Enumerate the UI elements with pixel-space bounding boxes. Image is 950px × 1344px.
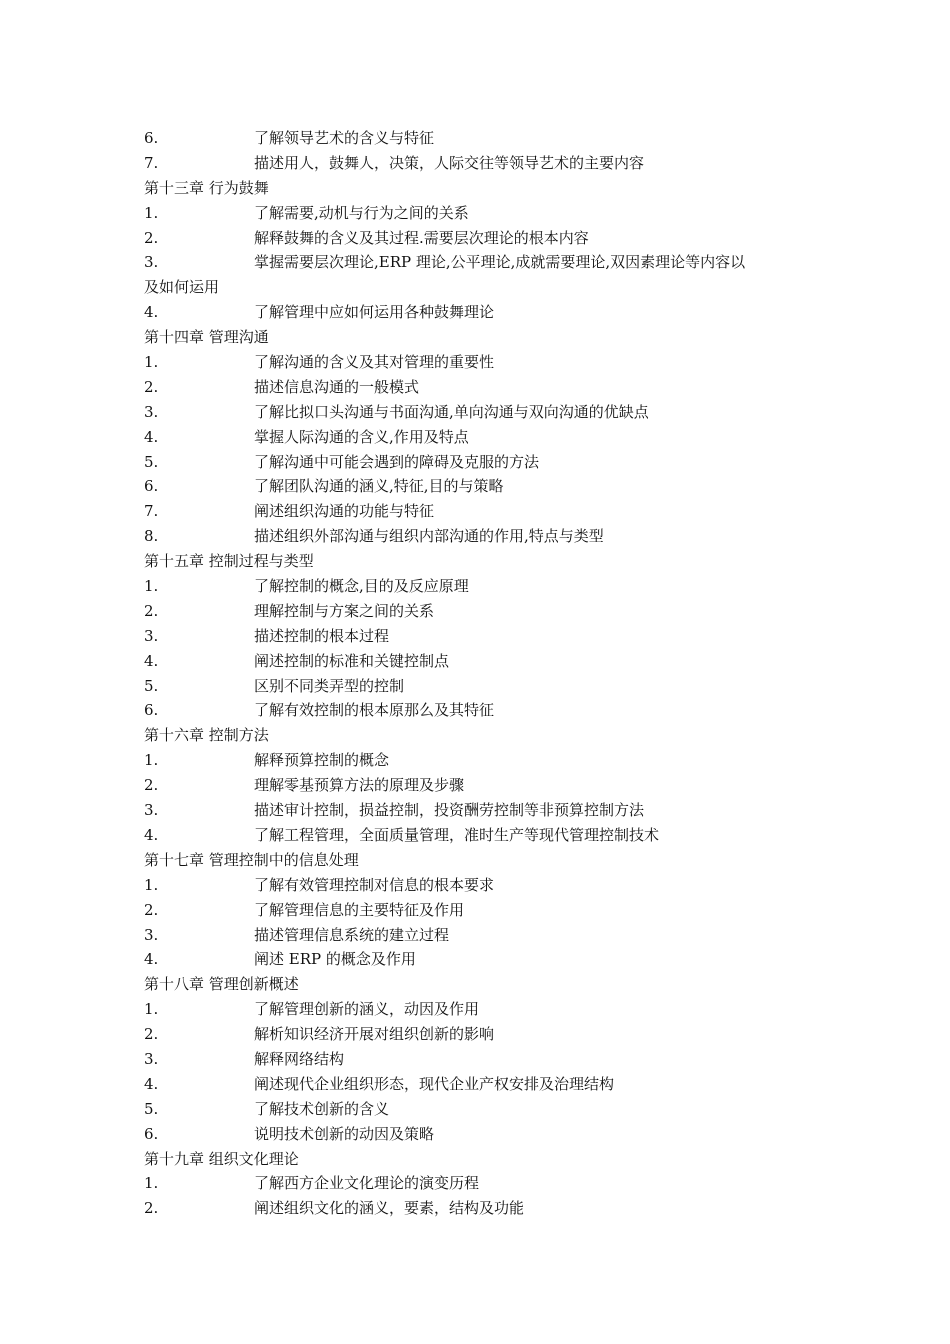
list-item-text: 了解领导艺术的含义与特征 [254,129,435,147]
chapter-heading [144,176,824,201]
list-item [144,773,824,798]
list-item-text: 描述管理信息系统的建立过程 [254,925,450,944]
list-item-number: 6. [144,1124,159,1143]
list-item [144,624,824,649]
list-item-text: 了解有效管理控制对信息的根本要求 [254,875,495,894]
list-item [144,1022,824,1047]
chapter-heading-text: 第十六章 控制方法 [144,726,269,745]
list-item [144,1097,824,1122]
list-item-number: 7. [144,153,159,172]
list-item [144,425,824,450]
list-item-number: 8. [144,527,159,546]
list-item-text: 了解西方企业文化理论的演变历程 [254,1174,480,1193]
list-item [144,674,824,699]
list-item-text: 了解管理中应如何运用各种鼓舞理论 [254,303,495,322]
chapter-heading-text: 第十三章 行为鼓舞 [144,178,269,197]
list-item-text: 了解有效控制的根本原那么及其特征 [254,701,495,720]
list-item-text: 解释鼓舞的含义及其过程.需要层次理论的根本内容 [254,228,589,247]
list-item-text: 掌握需要层次理论,ERP 理论,公平理论,成就需要理论,双因素理论等内容以 [254,253,746,272]
list-item [144,450,824,475]
list-item-number: 2. [144,228,159,247]
chapter-heading-text: 第十八章 管理创新概述 [144,975,299,994]
chapter-heading [144,1147,824,1172]
list-item [144,599,824,624]
list-item [144,1072,824,1097]
list-item-number: 4. [144,427,159,446]
list-item [144,1047,824,1072]
list-item-text: 了解团队沟通的涵义,特征,目的与策略 [254,477,504,496]
list-item [144,126,824,151]
chapter-heading-text: 第十四章 管理沟通 [144,328,269,347]
chapter-heading-text: 第十九章 组织文化理论 [144,1149,299,1168]
list-item-text: 了解控制的概念,目的及反应原理 [254,577,469,596]
list-item-number: 1. [144,353,159,372]
list-item-number: 2. [144,900,159,919]
list-item-text: 理解零基预算方法的原理及步骤 [254,776,465,795]
chapter-heading [144,972,824,997]
list-item [144,574,824,599]
list-item [144,350,824,375]
list-item [144,1171,824,1196]
list-item-number: 5. [144,1099,159,1118]
list-item-text: 说明技术创新的动因及策略 [254,1124,435,1143]
list-item-text: 阐述控制的标准和关键控制点 [254,651,450,670]
list-item [144,250,824,275]
list-item [144,798,824,823]
list-item [144,947,824,972]
list-item-number: 1. [144,577,159,596]
list-item-text: 了解管理创新的涵义，动因及作用 [254,1000,480,1019]
list-item-number: 7. [144,502,159,521]
list-item-text: 阐述组织沟通的功能与特征 [254,502,435,521]
list-item-number: 2. [144,601,159,620]
list-item-number: 5. [144,676,159,695]
list-item [144,698,824,723]
list-item-number: 3. [144,626,159,645]
chapter-heading [144,325,824,350]
list-item-number: 2. [144,377,159,396]
list-item-text: 了解沟通中可能会遇到的障碍及克服的方法 [254,452,540,471]
list-item-text: 了解需要,动机与行为之间的关系 [254,203,469,222]
list-item-number: 3. [144,253,159,272]
list-item-text: 描述信息沟通的一般模式 [254,377,420,396]
document-body [144,126,824,1221]
list-item-number: 3. [144,925,159,944]
list-item-number: 3. [144,801,159,820]
list-item [144,201,824,226]
list-item [144,823,824,848]
list-item-text: 了解管理信息的主要特征及作用 [254,900,465,919]
list-item [144,474,824,499]
list-item-number: 1. [144,751,159,770]
list-item-text: 了解沟通的含义及其对管理的重要性 [254,353,495,372]
list-item-number: 1. [144,1000,159,1019]
chapter-heading [144,848,824,873]
list-item-number: 1. [144,875,159,894]
list-item-text: 解释预算控制的概念 [254,751,390,770]
list-item-number: 4. [144,950,159,969]
list-item-continuation [144,275,824,300]
list-item-text: 了解技术创新的含义 [254,1099,390,1118]
list-item [144,524,824,549]
list-item [144,375,824,400]
list-item-number: 4. [144,1074,159,1093]
chapter-heading [144,723,824,748]
list-item [144,748,824,773]
list-item [144,226,824,251]
chapter-heading-text: 第十七章 管理控制中的信息处理 [144,850,359,869]
list-item [144,499,824,524]
list-item [144,1122,824,1147]
list-item [144,151,824,176]
chapter-heading-text: 第十五章 控制过程与类型 [144,552,314,571]
list-item-number: 4. [144,303,159,322]
list-item [144,873,824,898]
list-item-text: 理解控制与方案之间的关系 [254,601,435,620]
list-item-text: 阐述现代企业组织形态，现代企业产权安排及治理结构 [254,1074,615,1093]
list-item-text: 了解比拟口头沟通与书面沟通,单向沟通与双向沟通的优缺点 [254,402,649,421]
list-item-number: 5. [144,452,159,471]
list-item-text: 掌握人际沟通的含义,作用及特点 [254,427,469,446]
list-item-number: 2. [144,1199,159,1218]
list-item-text: 描述用人，鼓舞人，决策，人际交往等领导艺术的主要内容 [254,153,645,172]
list-item [144,997,824,1022]
list-item-number: 4. [144,825,159,844]
list-item-text: 了解工程管理，全面质量管理，准时生产等现代管理控制技术 [254,825,660,844]
list-item [144,300,824,325]
list-item-text: 描述审计控制，损益控制，投资酬劳控制等非预算控制方法 [254,801,645,820]
chapter-heading [144,549,824,574]
list-item-text: 描述控制的根本过程 [254,626,390,645]
list-item-text: 阐述 ERP 的概念及作用 [254,950,416,969]
list-item [144,400,824,425]
list-item-number: 2. [144,776,159,795]
list-item-text: 解析知识经济开展对组织创新的影响 [254,1025,495,1044]
list-item-text: 区别不同类弄型的控制 [254,676,405,695]
list-item-number: 4. [144,651,159,670]
list-item-number: 1. [144,1174,159,1193]
list-item-number: 6. [144,129,159,147]
list-item-number: 3. [144,1049,159,1068]
list-item-number: 6. [144,701,159,720]
list-item-text: 阐述组织文化的涵义，要素，结构及功能 [254,1199,525,1218]
list-item-number: 6. [144,477,159,496]
list-item-continuation-text: 及如何运用 [144,278,220,297]
list-item-text: 描述组织外部沟通与组织内部沟通的作用,特点与类型 [254,527,604,546]
list-item [144,898,824,923]
list-item-number: 3. [144,402,159,421]
list-item-text: 解释网络结构 [254,1049,345,1068]
list-item-number: 2. [144,1025,159,1044]
list-item [144,923,824,948]
list-item [144,649,824,674]
list-item [144,1196,824,1221]
list-item-number: 1. [144,203,159,222]
